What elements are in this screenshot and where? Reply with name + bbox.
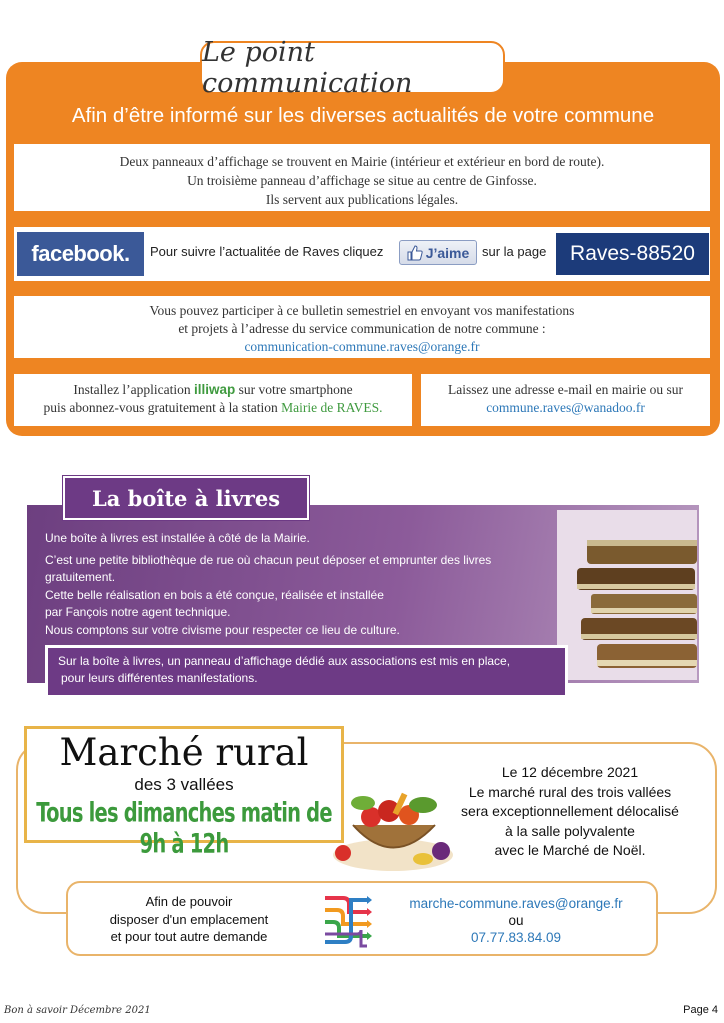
footer-publication: Bon à savoir Décembre 2021 — [4, 1005, 151, 1016]
bulletin-line-2: et projets à l’adresse du service communication de notre commune : — [178, 321, 546, 336]
book-description — [45, 530, 545, 639]
illiwap-station: Mairie de RAVES. — [281, 400, 383, 415]
book-paragraph-5: Nous comptons sur votre civisme pour respecter ce lieu de culture. — [45, 622, 400, 637]
illiwap-post: sur votre smartphone — [238, 382, 353, 397]
book-title-box — [63, 476, 309, 520]
communication-title-box — [200, 36, 505, 99]
bulletin-line-1: Vous pouvez participer à ce bulletin semestriel en envoyant vos manifestations — [149, 303, 575, 318]
commune-email-link[interactable]: commune.raves@wanadoo.fr — [486, 400, 645, 415]
market-note-line-1: Le 12 décembre 2021 — [501, 764, 639, 780]
associations-line-2: pour leurs différentes manifestations. — [61, 671, 258, 685]
facebook-text: Pour suivre l’actualitée de Raves cliquez — [150, 244, 384, 259]
contact-details — [386, 895, 646, 946]
facebook-page-name[interactable]: Raves-88520 — [556, 233, 709, 275]
contact-line-2: disposer d'un emplacement — [109, 911, 269, 927]
market-subtitle: des 3 vallées — [134, 775, 234, 794]
illiwap-line2-pre: puis abonnez-vous gratuitement à la station — [43, 400, 278, 415]
like-label: J’aime — [425, 244, 470, 261]
book-paragraph-4: par Fançois notre agent technique. — [45, 605, 231, 619]
panels-line-2: Un troisième panneau d’affichage se situe au centre de Ginfosse. — [187, 173, 537, 188]
market-december-note — [443, 763, 697, 861]
bulletin-email-link[interactable]: communication-commune.raves@orange.fr — [244, 339, 480, 354]
illiwap-line-1 — [14, 381, 412, 399]
book-paragraph-3: Cette belle réalisation en bois a été conçue, réalisée et installée — [45, 587, 384, 602]
market-email-link[interactable]: marche-commune.raves@orange.fr — [409, 896, 623, 911]
book-paragraph-1: Une boîte à livres est installée à côté de la Mairie. — [45, 531, 310, 545]
contact-or: ou — [508, 913, 524, 928]
market-schedule: Tous les dimanches matin de 9h à 12h — [36, 797, 332, 860]
associations-notice — [45, 645, 568, 698]
illiwap-box — [14, 374, 412, 426]
vegetable-basket-image — [323, 775, 463, 875]
market-note-line-3: sera exceptionnellement délocalisé — [461, 803, 679, 819]
panels-line-1: Deux panneaux d’affichage se trouvent en Mairie (intérieur et extérieur en bord de route). — [119, 154, 605, 169]
book-paragraph-2: C’est une petite bibliothèque de rue où chacun peut déposer et emprunter des livres gratuitement. — [45, 552, 492, 584]
email-box-line-1: Laissez une adresse e-mail en mairie ou sur — [447, 382, 684, 397]
book-title: La boîte à livres — [91, 485, 281, 511]
market-note-line-5: avec le Marché de Noël. — [494, 842, 646, 858]
panels-info-box — [14, 144, 710, 211]
panels-line-3: Ils servent aux publications légales. — [265, 192, 459, 207]
market-title-box — [24, 726, 344, 860]
facebook-row — [14, 227, 710, 281]
market-phone-link[interactable]: 07.77.83.84.09 — [470, 930, 562, 945]
market-contact-box — [66, 881, 658, 956]
contact-request-text — [84, 893, 294, 946]
page-number: Page 4 — [683, 1004, 718, 1016]
contact-line-1: Afin de pouvoir — [145, 894, 233, 909]
communication-title: Le point communication — [202, 36, 413, 99]
thumbs-up-icon — [407, 245, 423, 261]
facebook-after-text: sur la page — [482, 244, 547, 259]
illiwap-pre: Installez l’application — [73, 382, 191, 397]
market-title: Marché rural — [59, 731, 309, 774]
communication-subtitle: Afin d’être informé sur les diverses actualités de votre commune — [71, 104, 655, 127]
illiwap-line-2 — [14, 399, 412, 417]
email-box — [421, 374, 710, 426]
market-note-line-4: à la salle polyvalente — [505, 822, 635, 839]
associations-line-1: Sur la boîte à livres, un panneau d’affichage dédié aux associations est mis en place, — [58, 654, 511, 668]
like-button[interactable] — [399, 240, 477, 265]
illiwap-app-name: illiwap — [194, 382, 236, 397]
colored-arrows-icon — [323, 890, 373, 950]
bulletin-box — [14, 296, 710, 358]
market-note-line-2: Le marché rural des trois vallées — [468, 783, 672, 800]
contact-line-3: et pour tout autre demande — [110, 929, 268, 944]
books-stack-image — [557, 510, 697, 680]
facebook-logo[interactable]: facebook. — [17, 232, 144, 276]
